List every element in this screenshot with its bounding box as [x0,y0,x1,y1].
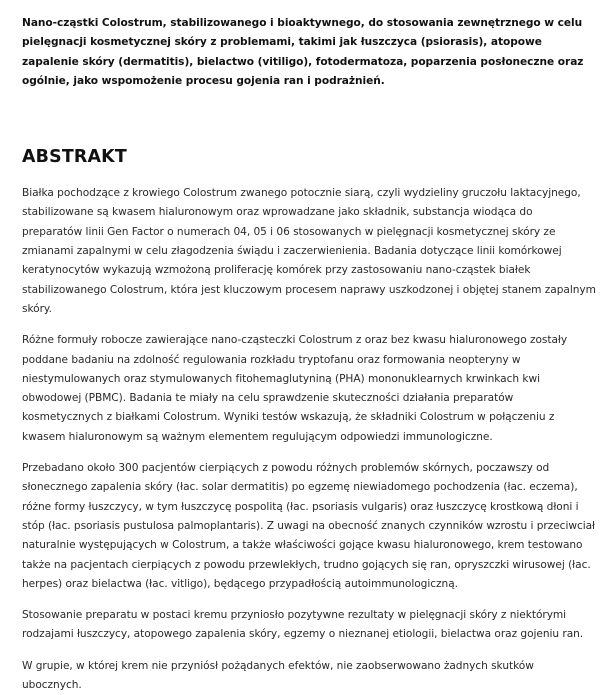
abstract-paragraph-1: Białka pochodzące z krowiego Colostrum zwanego potocznie siarą, czyli wydzieliny gruczołu laktacyjnego, stabilizowane są kwasem hialuronowym oraz wprowadzane jako składnik, substancja wiodąca do preparatów linii Gen Factor o numerach 04, 05 i 06 stosowanych w pielęgnacji kosmetycznej skóry ze zmianami zapalnymi w celu złagodzenia świądu i zaczerwienienia. Badania dotyczące linii komórkowej keratynocytów wykazują wzmożoną proliferację komórek przy zastosowaniu nano-cząstek białek stabilizowanego Colostrum, która jest kluczowym procesem naprawy uszkodzonej i objętej stanem zapalnym skóry. [22,187,596,315]
document-title: Nano-cząstki Colostrum, stabilizowanego i bioaktywnego, do stosowania zewnętrznego w celu pielęgnacji kosmetycznej skóry z problemami, takimi jak łuszczyca (psiorasis), atopowe zapalenie skóry (dermatitis), bielactwo (vitiligo), fotodermatoza, poparzenia posłoneczne oraz ogólnie, jako wspomożenie procesu gojenia ran i podrażnień. [22,17,584,87]
abstract-paragraph-2: Różne formuły robocze zawierające nano-cząsteczki Colostrum z oraz bez kwasu hialuronowego zostały poddane badaniu na zdolność regulowania rozkładu tryptofanu oraz formowania neopteryny w niestymulowanych oraz stymulowanych fitohemaglutyniną (PHA) mononuklearnych krwinkach kwi obwodowej (PBMC). Badania te miały na celu sprawdzenie skuteczności działania preparatów kosmetycznych z białkami Colostrum. Wyniki testów wskazują, że składniki Colostrum w połączeniu z kwasem hialuronowym są ważnym elementem regulującym odpowiedzi immunologiczne. [22,334,568,443]
abstract-paragraph-4: Stosowanie preparatu w postaci kremu przyniosło pozytywne rezultaty w pielęgnacji skóry z niektórymi rodzajami łuszczycy, atopowego zapalenia skóry, egzemy o nieznanej etiologii, bielactwa oraz gojeniu ran. [22,609,584,641]
abstract-heading: ABSTRAKT [22,147,127,168]
abstract-paragraph-3: Przebadano około 300 pacjentów cierpiących z powodu różnych problemów skórnych, poczawszy od słonecznego zapalenia skóry (łac. solar dermatitis) po egzemę niewiadomego pochodzenia (łac. eczema), różne formy łuszczycy, w tym łuszczycę pospolitą (łac. psoriasis vulgaris) oraz łuszczycę krostkową dłoni i stóp (łac. psoriasis pustulosa palmoplantaris). Z uwagi na obecność znanych czynników wzrostu i przeciwciał naturalnie występujących w Colostrum, a także właściwości gojące kwasu hialuronowego, krem testowano także na pacjentach cierpiących z powodu przewlekłych, trudno gojących się ran, opryszczki wirusowej (łac. herpes) oraz bielactwa (łac. vitligo), będącego przypadłością autoimmunologiczną. [22,462,596,590]
abstract-paragraph-5: W grupie, w której krem nie przyniósł pożądanych efektów, nie zaobserwowano żadnych skutków ubocznych. [22,659,534,692]
